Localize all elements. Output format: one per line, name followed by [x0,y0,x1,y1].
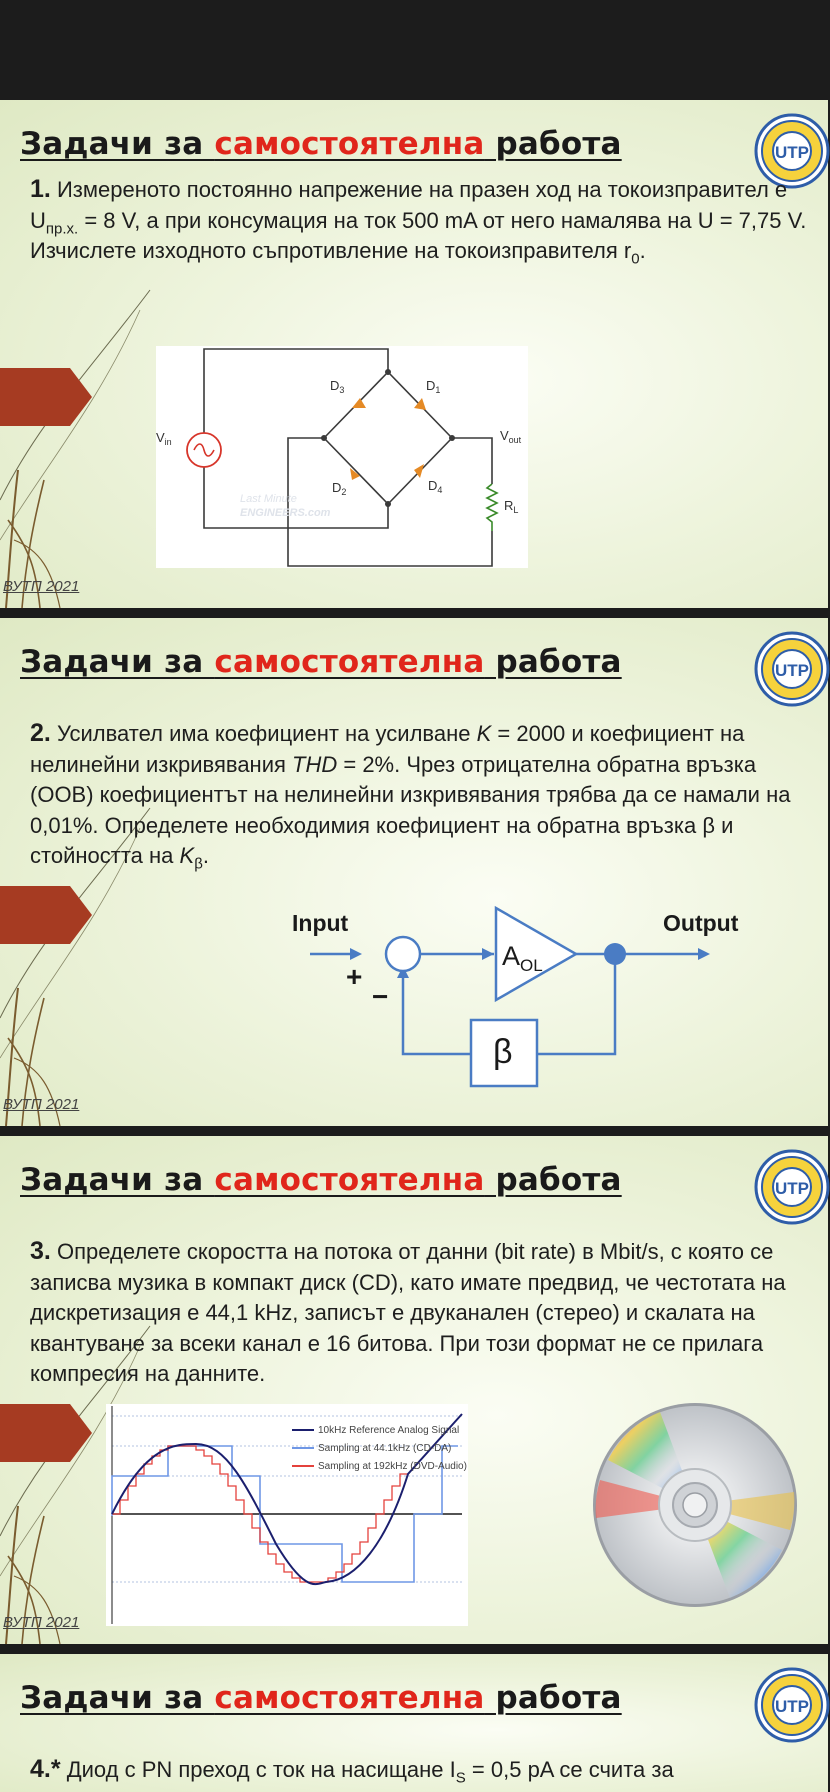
arrow-shape [0,368,92,426]
bridge-rectifier-diagram [156,346,528,568]
svg-text:Input: Input [292,910,349,936]
task-2-text: 2. Усилвател има коефициент на усилване K = 2000 и коефициент на нелинейни изкривявания THD = 2%. Чрез отрицателна обратна връзка (ООВ) коефициентът на нелинейни изкривявания трябва да се намали на 0,01%. Определете необходимия коефициент на обратна връзка β и стойността на $K_\beta$. [30,719,791,873]
slide-title: Задачи за самостоятелна работа [20,1680,622,1716]
slide-footer: ВУТП 2021 [3,1614,80,1631]
svg-text:Output: Output [663,910,739,936]
arrow-shape [0,886,92,944]
svg-text:+: + [346,961,363,992]
svg-text:D4: $D_4$ [428,478,443,495]
university-logo [754,1662,830,1748]
svg-text:Vin: $V_{in}$ [156,430,172,447]
task-1-text: 1. Измереното постоянно напрежение на празен ход на токоизправител е $U_{пр.х.} = 8$ V, а при консумация на ток 500 mA от него намалява на U = 7,75 V. Изчислете изходното съпротивление на токоизправителя $r_0$. [30,175,807,268]
compact-disc-image [590,1400,800,1610]
svg-text:β: β [493,1033,513,1071]
feedback-block-diagram [290,906,739,1106]
svg-text:ENGINEERS.com: ENGINEERS.com [240,507,331,519]
slide-footer: ВУТП 2021 [3,1096,80,1113]
sampling-waveform-figure [106,1404,468,1626]
slide-footer: ВУТП 2021 [3,578,80,595]
svg-text:RL: $R_L$ [504,498,519,515]
task-4-text: 4.* Диод с PN преход с ток на насищане $I_S = 0,5$ pA се счита за [30,1755,674,1787]
svg-text:AOL: $A_{OL}$ [502,941,543,975]
svg-text:UTP: UTP [775,1697,809,1716]
university-logo [754,626,830,712]
slide-title: Задачи за самостоятелна работа [20,126,622,162]
svg-text:UTP: UTP [775,1179,809,1198]
svg-text:UTP: UTP [775,143,809,162]
task-3-text: 3. Определете скоростта на потока от данни (bit rate) в Mbit/s, с която се записва музика в компакт диск (CD), като имате предвид, че честотата на дискретизация е 44,1 kHz, записът е двуканален (стерео) и скалата на квантуване за всеки канал е 16 битова. При този формат не се прилага компресия на данните. [30,1237,786,1386]
svg-text:Sampling at 44.1kHz (CD-DA): Sampling at 44.1kHz (CD-DA) [318,1443,452,1454]
svg-text:−: − [372,981,389,1012]
svg-text:Last Minute: Last Minute [240,493,297,505]
slide-title: Задачи за самостоятелна работа [20,644,622,680]
slide-1 [0,100,828,608]
slide-title: Задачи за самостоятелна работа [20,1162,622,1198]
arrow-shape [0,1404,92,1462]
svg-text:Vout: $V_{out}$ [500,428,522,445]
slide-2 [0,618,828,1126]
svg-text:D1: $D_1$ [426,378,441,395]
svg-text:Sampling at 192kHz (DVD-Audio): Sampling at 192kHz (DVD-Audio) [318,1461,467,1472]
slide-4 [0,1654,828,1792]
svg-text:10kHz Reference Analog Signal: 10kHz Reference Analog Signal [318,1425,460,1436]
top-black-bar [0,0,828,100]
svg-text:D2: $D_2$ [332,480,347,497]
svg-text:UTP: UTP [775,661,809,680]
svg-text:D3: $D_3$ [330,378,345,395]
university-logo [754,1144,830,1230]
slide-3 [0,1136,828,1644]
